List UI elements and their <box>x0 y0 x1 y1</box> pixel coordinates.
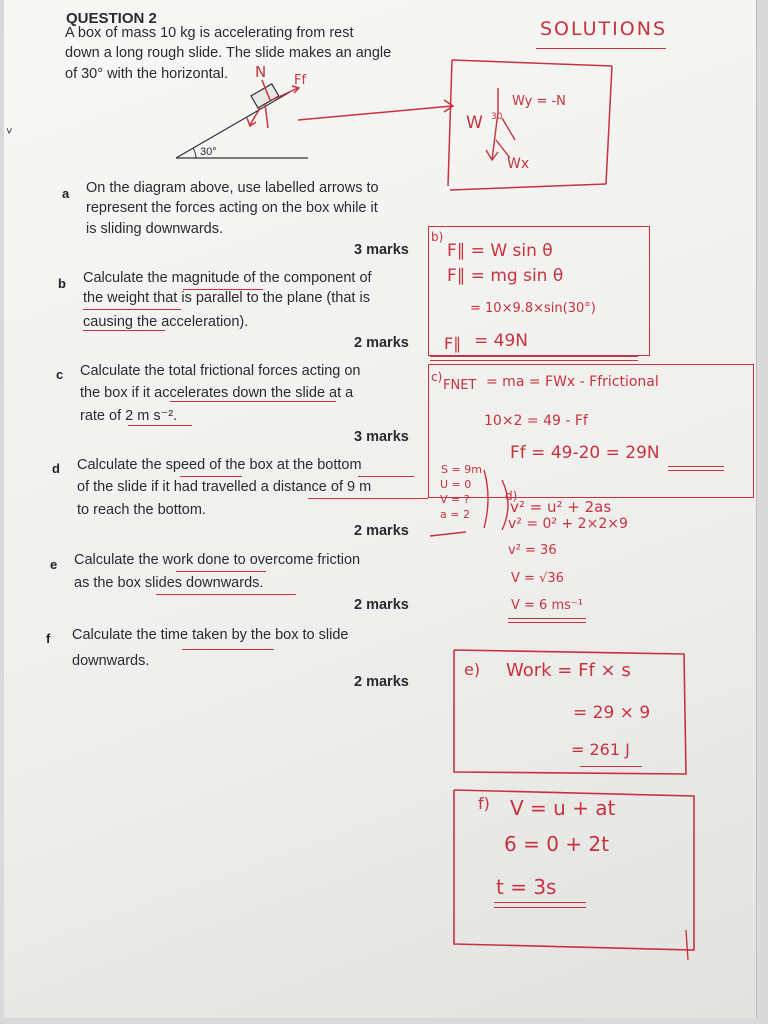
part-f-line: Calculate the time taken by the box to slide <box>72 627 349 643</box>
part-b-result-lhs: F∥ <box>444 334 462 353</box>
part-a-line: On the diagram above, use labelled arrows to <box>86 180 379 196</box>
part-b-label: b <box>58 276 66 291</box>
part-c-fnet: FNET <box>443 378 477 393</box>
part-d-given: a = 2 <box>440 508 470 521</box>
part-c-step: = ma = FWx - Ffrictional <box>486 374 659 390</box>
solutions-title: SOLUTIONS <box>540 18 667 40</box>
angle-label: 30° <box>200 146 217 158</box>
part-d-line: to reach the bottom. <box>77 502 206 518</box>
part-c-result: Ff = 49-20 = 29N <box>510 443 660 463</box>
part-c-line: rate of 2 m s⁻². <box>80 408 178 424</box>
part-d-given: V = ? <box>440 493 470 506</box>
part-f-marks: 2 marks <box>354 674 409 690</box>
part-f-line: downwards. <box>72 653 150 669</box>
part-b-marks: 2 marks <box>354 335 409 351</box>
part-a-label: a <box>62 186 70 201</box>
margin-mark: ˅ <box>6 126 13 138</box>
sketch-weight: W <box>466 113 483 133</box>
part-f-underline <box>494 902 586 903</box>
part-a-line: represent the forces acting on the box while it <box>86 200 378 216</box>
part-b-step: F∥ = mg sin θ <box>447 266 564 286</box>
part-b-answer-label: b) <box>431 230 444 244</box>
part-d-step: V = √36 <box>511 571 564 586</box>
intro-line: of 30° with the horizontal. <box>65 66 228 82</box>
sketch-angle: 30 <box>491 112 503 122</box>
part-d-answer-label: d) <box>505 489 518 503</box>
part-d-step: v² = u² + 2as <box>510 498 612 516</box>
part-d-step: v² = 0² + 2×2×9 <box>508 516 628 532</box>
part-f-answer-label: f) <box>478 794 490 813</box>
part-e-marks: 2 marks <box>354 597 409 613</box>
part-c-label: c <box>56 367 64 382</box>
friction-force-label: Ff <box>294 73 307 88</box>
sketch-wx: Wx <box>507 156 530 172</box>
part-e-label: e <box>50 557 58 572</box>
intro-line: A box of mass 10 kg is accelerating from rest <box>65 25 354 41</box>
part-f-underline <box>494 907 586 908</box>
part-e-line: as the box slides downwards. <box>74 575 264 591</box>
part-b-line: the weight that is parallel to the plane (that is <box>83 290 370 306</box>
part-e-answer-label: e) <box>464 660 481 679</box>
sketch-wy: Wy = -N <box>512 94 566 109</box>
part-f-step: V = u + at <box>510 796 616 820</box>
part-c-line: Calculate the total frictional forces acting on <box>80 363 361 379</box>
part-b-step: = 10×9.8×sin(30°) <box>470 301 596 316</box>
part-d-given: S = 9m <box>441 463 482 476</box>
question-heading: QUESTION 2 <box>66 10 157 27</box>
part-f-result: t = 3s <box>496 875 557 899</box>
part-f-label: f <box>46 631 51 646</box>
part-e-step: = 29 × 9 <box>573 703 651 723</box>
part-b-result: = 49N <box>474 331 528 351</box>
part-d-label: d <box>52 461 60 476</box>
part-c-line: the box if it accelerates down the slide at a <box>80 385 354 401</box>
part-e-line: Calculate the work done to overcome friction <box>74 552 361 568</box>
part-c-answer-label: c) <box>431 370 443 384</box>
intro-line: down a long rough slide. The slide makes an angle <box>65 45 392 61</box>
part-b-step: F∥ = W sin θ <box>447 241 553 261</box>
normal-force-label: N <box>255 63 267 81</box>
part-a-marks: 3 marks <box>354 242 409 258</box>
part-d-line: Calculate the speed of the box at the bottom <box>77 457 362 473</box>
part-d-marks: 2 marks <box>354 523 409 539</box>
part-d-given: U = 0 <box>440 478 472 491</box>
part-f-step: 6 = 0 + 2t <box>504 832 609 856</box>
part-e-step: Work = Ff × s <box>506 660 631 681</box>
part-a-line: is sliding downwards. <box>86 221 224 237</box>
part-b-line: causing the acceleration). <box>83 314 249 330</box>
part-d-result: V = 6 ms⁻¹ <box>511 598 583 613</box>
part-c-marks: 3 marks <box>354 429 409 445</box>
part-d-step: v² = 36 <box>508 543 557 558</box>
part-e-result: = 261 J <box>571 740 630 759</box>
part-c-step: 10×2 = 49 - Ff <box>484 413 588 429</box>
part-d-line: of the slide if it had travelled a distance of 9 m <box>77 479 372 495</box>
part-b-line: Calculate the magnitude of the component of <box>83 270 372 286</box>
